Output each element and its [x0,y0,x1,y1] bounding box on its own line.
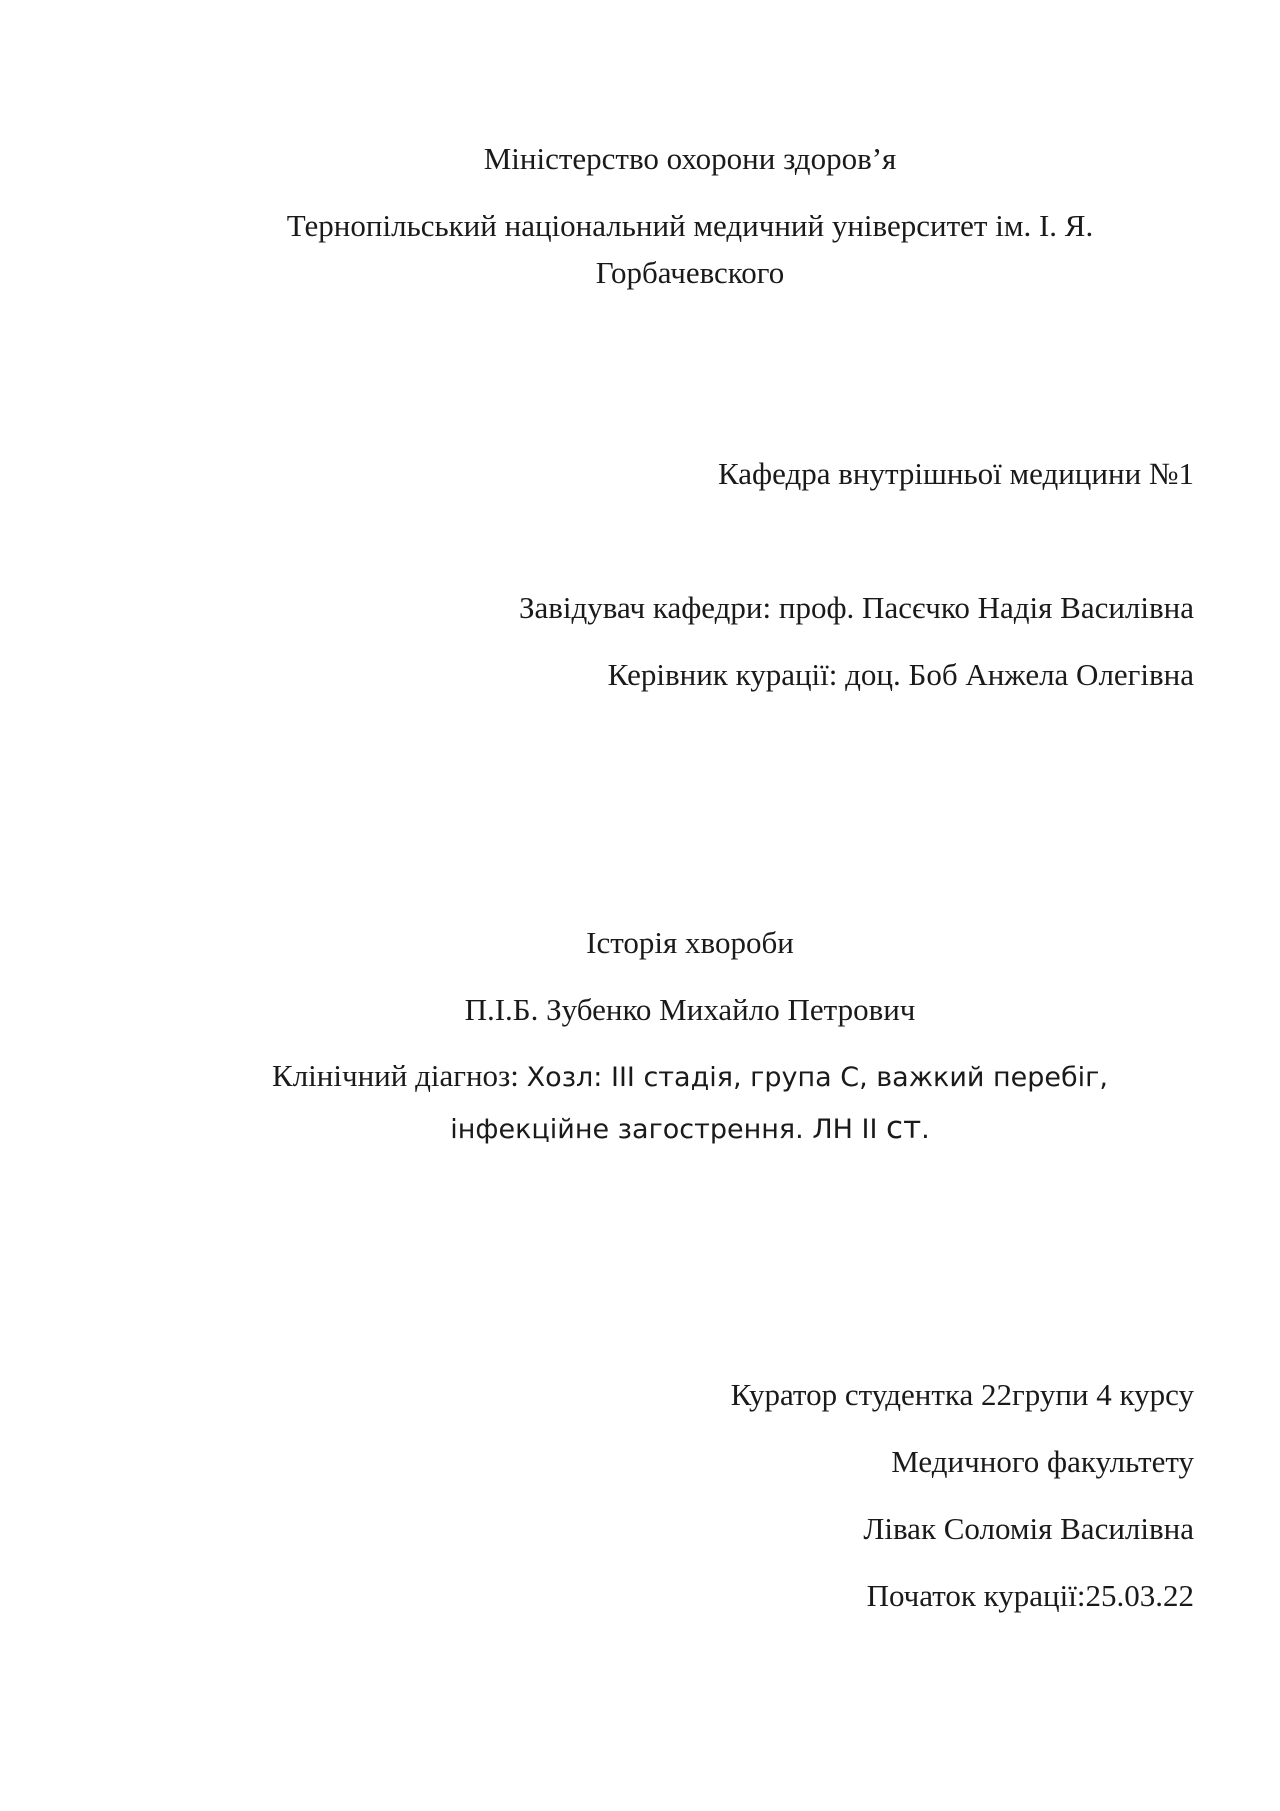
clinical-diagnosis-line1 [0,1056,1280,1098]
diagnosis-text-continued: інфекційне загострення. ЛН ІІ [450,1114,887,1145]
university-name-line1: Тернопільський національний медичний університет ім. І. Я. [286,208,1094,243]
university-name-line2: Горбачевского [595,255,785,290]
department-name: Кафедра внутрішньої медицини №1 [718,456,1194,491]
document-title: Історія хвороби [586,925,794,960]
diagnosis-end-period: . [921,1114,930,1145]
diagnosis-label: Клінічний діагноз: [272,1058,527,1093]
curator-faculty: Медичного факультету [891,1444,1194,1479]
curator-student-line: Куратор студентка 22групи 4 курсу [730,1377,1194,1412]
curator-name: Лівак Соломія Василівна [863,1511,1194,1546]
curation-start-date: Початок курації:25.03.22 [866,1578,1194,1613]
curation-supervisor: Керівник курації: доц. Боб Анжела Олегівна [607,657,1194,692]
clinical-diagnosis-line2 [0,1108,1280,1150]
diagnosis-text: Хозл: ІІІ стадія, група С, важкий перебіг, [526,1062,1108,1093]
patient-name: П.І.Б. Зубенко Михайло Петрович [464,992,916,1027]
department-head: Завідувач кафедри: проф. Пасєчко Надія Василівна [518,590,1194,625]
ministry-title: Міністерство охорони здоров’я [483,141,897,176]
diagnosis-stage-abbrev: ст [886,1110,922,1146]
